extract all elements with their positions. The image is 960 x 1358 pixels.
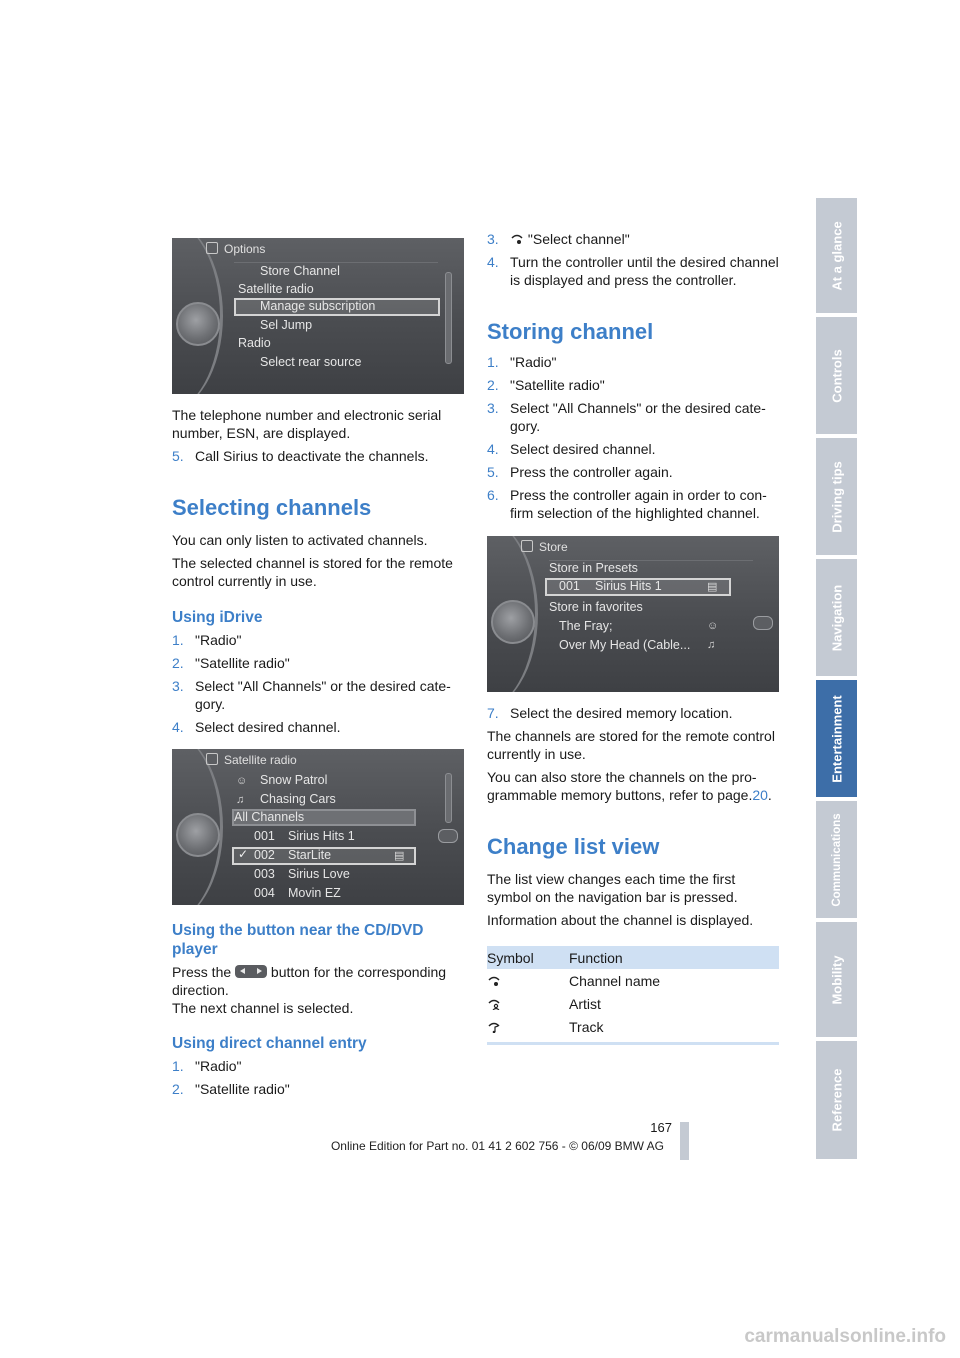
tab-navigation[interactable]: Navigation bbox=[816, 559, 857, 676]
menu-icon bbox=[206, 242, 218, 254]
list-item: 2. "Satellite radio" bbox=[172, 1081, 290, 1097]
list-item: 4. Select desired channel. bbox=[172, 719, 341, 735]
list-item: 3. Select "All Channels" or the desired cate-gory. bbox=[487, 400, 766, 434]
music-note-icon: ♫ bbox=[236, 794, 245, 806]
paragraph-esn: The telephone number and electronic serial number, ESN, are displayed. bbox=[172, 407, 442, 441]
preset-icon: ▤ bbox=[394, 850, 405, 862]
step-4-turn: 4. Turn the controller until the desired channel is displayed and press the controller. bbox=[487, 254, 779, 288]
preset-icon: ▤ bbox=[707, 581, 718, 593]
controller-knob-icon bbox=[176, 813, 220, 857]
page-number: 167 bbox=[650, 1120, 672, 1135]
storing-steps bbox=[487, 353, 779, 522]
track-symbol-icon bbox=[487, 1021, 501, 1033]
footer-edition: Online Edition for Part no. 01 41 2 602 756 - © 06/09 BMW AG bbox=[330, 1139, 664, 1153]
artist-symbol-icon bbox=[487, 998, 501, 1010]
left-column bbox=[172, 238, 464, 1098]
list-item: 1. "Radio" bbox=[487, 354, 557, 370]
heading-change-list-view: Change list view bbox=[487, 834, 660, 859]
tab-at-a-glance[interactable]: At a glance bbox=[816, 198, 857, 313]
list-item: 3. Select "All Channels" or the desired cate-gory. bbox=[172, 678, 451, 712]
direct-steps bbox=[172, 1057, 464, 1098]
paragraph-memory: You can also store the channels on the pro-grammable memory buttons, refer to page.20. bbox=[487, 769, 772, 803]
step-3-select-channel: 3. "Select channel" bbox=[487, 231, 630, 247]
heading-direct-entry: Using direct channel entry bbox=[172, 1035, 367, 1052]
heading-storing-channel: Storing channel bbox=[487, 319, 654, 344]
symbol-table bbox=[487, 946, 779, 1038]
heading-using-idrive: Using iDrive bbox=[172, 609, 263, 626]
step-7: 7. Select the desired memory location. bbox=[487, 705, 733, 721]
table-header-row: Symbol Function bbox=[487, 946, 779, 969]
person-icon: ☺ bbox=[707, 620, 719, 632]
tab-mobility[interactable]: Mobility bbox=[816, 922, 857, 1037]
paragraph-info: Information about the channel is displayed. bbox=[487, 912, 754, 928]
page-reference-link[interactable]: 20 bbox=[752, 787, 768, 803]
right-column bbox=[487, 230, 779, 1045]
controller-knob-icon bbox=[491, 600, 535, 644]
menu-item-manage-subscription: Manage subscription bbox=[260, 299, 376, 313]
table-row: Channel name bbox=[487, 969, 779, 992]
table-row: Artist bbox=[487, 992, 779, 1015]
menu-icon bbox=[521, 540, 533, 552]
channel-symbol-icon bbox=[510, 233, 524, 245]
paragraph-button: Press the button for the corresponding direction. The next channel is selected. bbox=[172, 964, 447, 1016]
option-button-icon bbox=[438, 829, 458, 843]
paragraph-change: The list view changes each time the first symbol on the navigation bar is pressed. bbox=[487, 871, 738, 905]
menu-item-select-rear-source: Select rear source bbox=[260, 355, 362, 369]
heading-selecting-channels: Selecting channels bbox=[172, 495, 372, 520]
menu-item-satellite-radio: Satellite radio bbox=[238, 282, 314, 296]
list-item: 4. Select desired channel. bbox=[487, 441, 656, 457]
list-item: 2. "Satellite radio" bbox=[172, 655, 290, 671]
scrollbar bbox=[445, 773, 452, 823]
options-screen: Options Store Channel Satellite radio Manage subscription Sel Jump Radio Select rear source bbox=[172, 238, 464, 394]
watermark: carmanualsonline.info bbox=[744, 1326, 946, 1347]
paragraph-activated: You can only listen to activated channels. bbox=[172, 532, 428, 548]
store-screen: Store Store in Presets 001 Sirius Hits 1 ▤ Store in favorites The Fray; ☺ Over My Head (Cable... ♫ bbox=[487, 536, 779, 692]
tab-reference[interactable]: Reference bbox=[816, 1041, 857, 1159]
idrive-steps bbox=[172, 631, 464, 736]
tab-controls[interactable]: Controls bbox=[816, 317, 857, 434]
tab-communications[interactable]: Communications bbox=[816, 801, 857, 918]
table-row: Track bbox=[487, 1015, 779, 1038]
satellite-radio-screen: Satellite radio ☺ Snow Patrol ♫ Chasing Cars All Channels 001 Sirius Hits 1 ✓ 002 StarLite ▤ 003 Sirius Love 004 Movin EZ bbox=[172, 749, 464, 905]
list-item: 1. "Radio" bbox=[172, 632, 242, 648]
music-note-icon: ♫ bbox=[707, 639, 716, 651]
controller-knob-icon bbox=[176, 302, 220, 346]
seek-button-icon bbox=[235, 965, 267, 978]
list-item: 5. Press the controller again. bbox=[487, 464, 673, 480]
paragraph-remote: The selected channel is stored for the remote control currently in use. bbox=[172, 555, 453, 589]
paragraph-stored: The channels are stored for the remote control currently in use. bbox=[487, 728, 775, 762]
heading-button-cd-dvd: Using the button near the CD/DVD player bbox=[172, 922, 424, 958]
tab-driving-tips[interactable]: Driving tips bbox=[816, 438, 857, 555]
menu-item-store-channel: Store Channel bbox=[260, 264, 340, 278]
list-item: 1. "Radio" bbox=[172, 1058, 242, 1074]
menu-item-radio: Radio bbox=[238, 336, 271, 350]
tab-entertainment[interactable]: Entertainment bbox=[816, 680, 857, 797]
check-icon: ✓ bbox=[238, 847, 249, 861]
person-icon: ☺ bbox=[236, 775, 248, 787]
menu-icon bbox=[206, 753, 218, 765]
option-button-icon bbox=[753, 616, 773, 630]
menu-item-sel-jump: Sel Jump bbox=[260, 318, 313, 332]
list-item: 2. "Satellite radio" bbox=[487, 377, 605, 393]
list-item: 6. Press the controller again in order to con-firm selection of the highlighted channel. bbox=[487, 487, 767, 521]
step-5: 5. Call Sirius to deactivate the channels. bbox=[172, 448, 429, 464]
channel-name-symbol-icon bbox=[487, 975, 501, 987]
scrollbar bbox=[445, 272, 452, 364]
